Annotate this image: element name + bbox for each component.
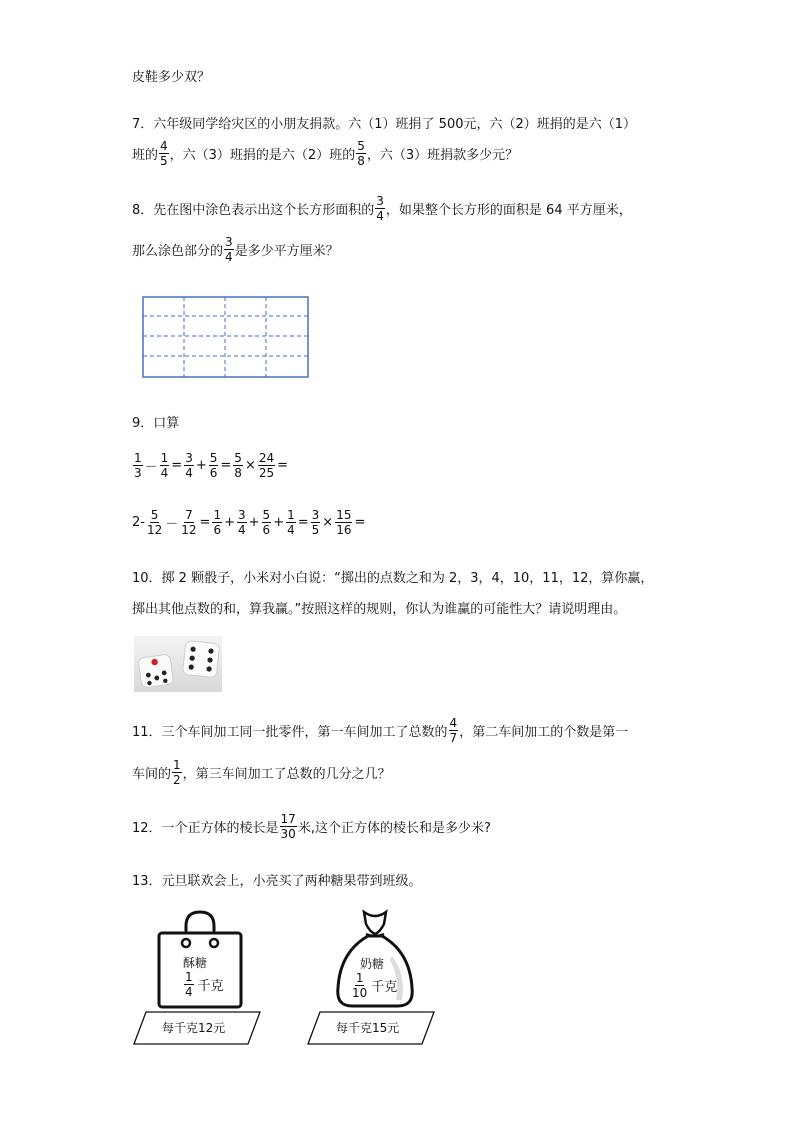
q9-row1	[132, 452, 289, 479]
q9-r2-f: $\frac{1}{4}$	[287, 508, 295, 537]
minus-sign: －	[144, 460, 158, 475]
q7-line2	[132, 140, 518, 167]
q12-fraction: $\frac{17}{30}$	[280, 812, 296, 841]
bag2-price: 每千克15元	[336, 1021, 400, 1035]
equals-sign: =	[171, 458, 183, 473]
q10-line1: 10．掷 2 颗骰子，小米对小白说：“掷出的点数之和为 2，3，4，10，11，12，算你赢，	[132, 571, 654, 586]
q12-line	[132, 813, 491, 840]
q9-r1-e: $\frac{5}{8}$	[234, 451, 242, 480]
bag1-name: 酥糖	[183, 956, 208, 970]
q9-r2-e: $\frac{5}{6}$	[262, 508, 271, 537]
q9-r2-g: $\frac{3}{5}$	[311, 508, 320, 537]
equals-sign: =	[277, 458, 289, 473]
q7-fraction-2: $\frac{5}{8}$	[357, 139, 365, 168]
bag2-name: 奶糖	[360, 957, 385, 971]
plus-sign: +	[273, 515, 285, 530]
q8-text-b: ，如果整个长方形的面积是 64 平方厘米，	[385, 203, 632, 218]
q7-text-c: ，六（3）班捐款多少元？	[366, 148, 519, 163]
q9-r2-h: $\frac{15}{16}$	[336, 508, 352, 537]
q11-line1	[132, 717, 628, 744]
q9-r2-c: $\frac{1}{6}$	[213, 508, 222, 537]
q8-text-c: 那么涂色部分的	[132, 244, 224, 259]
q11-text-a: 11．三个车间加工同一批零件，第一车间加工了总数的	[132, 725, 448, 740]
q9-r1-d: $\frac{5}{6}$	[209, 451, 218, 480]
q13-title: 13．元旦联欢会上，小亮买了两种糖果带到班级。	[132, 874, 422, 889]
q8-rectangle-grid	[142, 296, 310, 380]
bag1-price: 每千克12元	[162, 1021, 226, 1035]
times-sign: ×	[244, 458, 256, 473]
dice-image	[134, 636, 222, 692]
q11-line2	[132, 759, 391, 786]
plus-sign: +	[248, 515, 260, 530]
q8-line2	[132, 236, 339, 263]
q9-r1-c: $\frac{3}{4}$	[185, 451, 193, 480]
q9-r1-f: $\frac{24}{25}$	[258, 451, 275, 480]
q9-r2-a: $\frac{5}{12}$	[146, 508, 163, 537]
bag2-fraction: $\frac{1}{10}$	[352, 971, 368, 1000]
q8-text-a: 8．先在图中涂色表示出这个长方形面积的	[132, 203, 375, 218]
q12-text-a: 12．一个正方体的棱长是	[132, 821, 279, 836]
equals-sign: =	[354, 515, 366, 530]
minus-sign: －	[165, 517, 179, 532]
equals-sign: =	[199, 515, 211, 530]
q11-text-c: 车间的	[132, 767, 172, 782]
q7-line1: 7．六年级同学给灾区的小朋友捐款。六（1）班捐了 500元，六（2）班捐的是六（1）	[132, 117, 637, 132]
q8-text-d: 是多少平方厘米？	[234, 244, 339, 259]
q10-line2: 掷出其他点数的和，算我赢。”按照这样的规则，你认为谁赢的可能性大？请说明理由。	[132, 602, 627, 617]
plus-sign: +	[224, 515, 235, 530]
q8-fraction-1: $\frac{3}{4}$	[376, 194, 384, 223]
bag1-weight	[183, 971, 224, 998]
q11-fraction-2: $\frac{1}{2}$	[173, 758, 181, 787]
q9-r2-b: $\frac{7}{12}$	[181, 508, 197, 537]
q11-text-b: ，第二车间加工的个数是第一	[459, 725, 629, 740]
q7-text-b: ，六（3）班捐的是六（2）班的	[169, 148, 356, 163]
q7-fraction-1: $\frac{4}{5}$	[160, 139, 168, 168]
q12-text-b: 米,这个正方体的棱长和是多少米?	[297, 821, 491, 836]
times-sign: ×	[322, 515, 334, 530]
q9-r2-d: $\frac{3}{4}$	[238, 508, 246, 537]
bag2-unit: 千克	[371, 980, 398, 995]
q7-text-a: 班的	[132, 148, 159, 163]
q8-line1	[132, 195, 632, 222]
bag1-unit: 千克	[197, 979, 224, 994]
plus-sign: +	[195, 458, 207, 473]
q11-text-d: ，第三车间加工了总数的几分之几？	[182, 767, 391, 782]
q11-fraction-1: $\frac{4}{7}$	[449, 716, 458, 745]
q8-fraction-2: $\frac{3}{4}$	[225, 235, 233, 264]
bag2-weight	[350, 972, 397, 999]
q9-r1-a: $\frac{1}{3}$	[134, 451, 142, 480]
bag1-fraction: $\frac{1}{4}$	[185, 970, 193, 999]
equals-sign: =	[297, 515, 309, 530]
q9-title: 9．口算	[132, 416, 180, 431]
q9-row2	[132, 509, 366, 536]
q9-r2-lead: 2-	[132, 515, 145, 530]
equals-sign: =	[220, 458, 232, 473]
q6-tail: 皮鞋多少双？	[132, 70, 211, 85]
q9-r1-b: $\frac{1}{4}$	[160, 451, 169, 480]
